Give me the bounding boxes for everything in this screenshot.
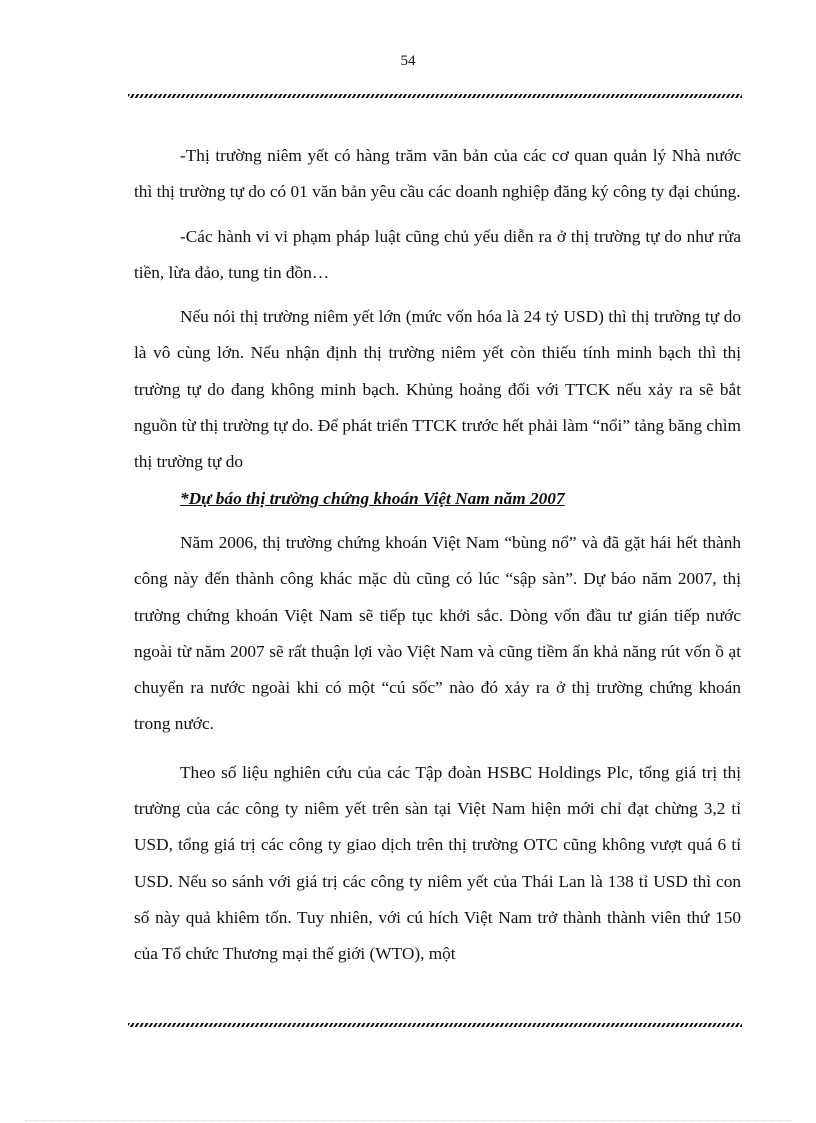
header-divider — [128, 94, 742, 98]
paragraph-hsbc-data: Theo số liệu nghiên cứu của các Tập đoàn HSBC Holdings Plc, tổng giá trị thị trường của các công ty niêm yết trên sàn tại Việt Nam hiện mới chỉ đạt chừng 3,2 tỉ USD, tổng giá trị các công ty giao dịch trên thị trường OTC cũng không vượt quá 6 tỉ USD. Nếu so sánh với giá trị các công ty niêm yết của Thái Lan là 138 tỉ USD thì con số này quả khiêm tốn. Tuy nhiên, với cú hích Việt Nam trở thành thành viên thứ 150 của Tổ chức Thương mại thế giới (WTO), một — [134, 762, 741, 964]
page-edge-dots — [25, 1120, 791, 1121]
footer-divider — [128, 1023, 742, 1027]
paragraph-regulation: -Thị trường niêm yết có hàng trăm văn bản của các cơ quan quản lý Nhà nước thì thị trường tự do có 01 văn bản yêu cầu các doanh nghiệp đăng ký công ty đại chúng. — [134, 146, 741, 202]
section-heading: *Dự báo thị trường chứng khoán Việt Nam năm 2007 — [180, 488, 565, 508]
paragraph-violations: -Các hành vi vi phạm pháp luật cũng chủ yếu diễn ra ở thị trường tự do như rửa tiền, lừa đảo, tung tin đồn… — [134, 226, 741, 282]
paragraph-free-market: Nếu nói thị trường niêm yết lớn (mức vốn hóa là 24 tỷ USD) thì thị trường tự do là vô cùng lớn. Nếu nhận định thị trường niêm yết còn thiếu tính minh bạch thì thị trường tự do đang không minh bạch. Khủng hoảng đối với TTCK nếu xảy ra sẽ bắt nguồn từ thị trường tự do. Để phát triển TTCK trước hết phải làm “nổi” tảng băng chìm thị trường tự do — [134, 307, 741, 472]
page-number: 54 — [400, 53, 416, 69]
document-body — [134, 138, 741, 973]
paragraph-forecast: Năm 2006, thị trường chứng khoán Việt Nam “bùng nổ” và đã gặt hái hết thành công này đến thành công khác mặc dù cũng có lúc “sập sàn”. Dự báo năm 2007, thị trường chứng khoán Việt Nam sẽ tiếp tục khởi sắc. Dòng vốn đầu tư gián tiếp nước ngoài từ năm 2007 sẽ rất thuận lợi vào Việt Nam và cũng tiềm ẩn khả năng rút vốn ồ ạt chuyển ra nước ngoài khi có một “cú sốc” nào đó xảy ra ở thị trường chứng khoán trong nước. — [134, 532, 741, 734]
